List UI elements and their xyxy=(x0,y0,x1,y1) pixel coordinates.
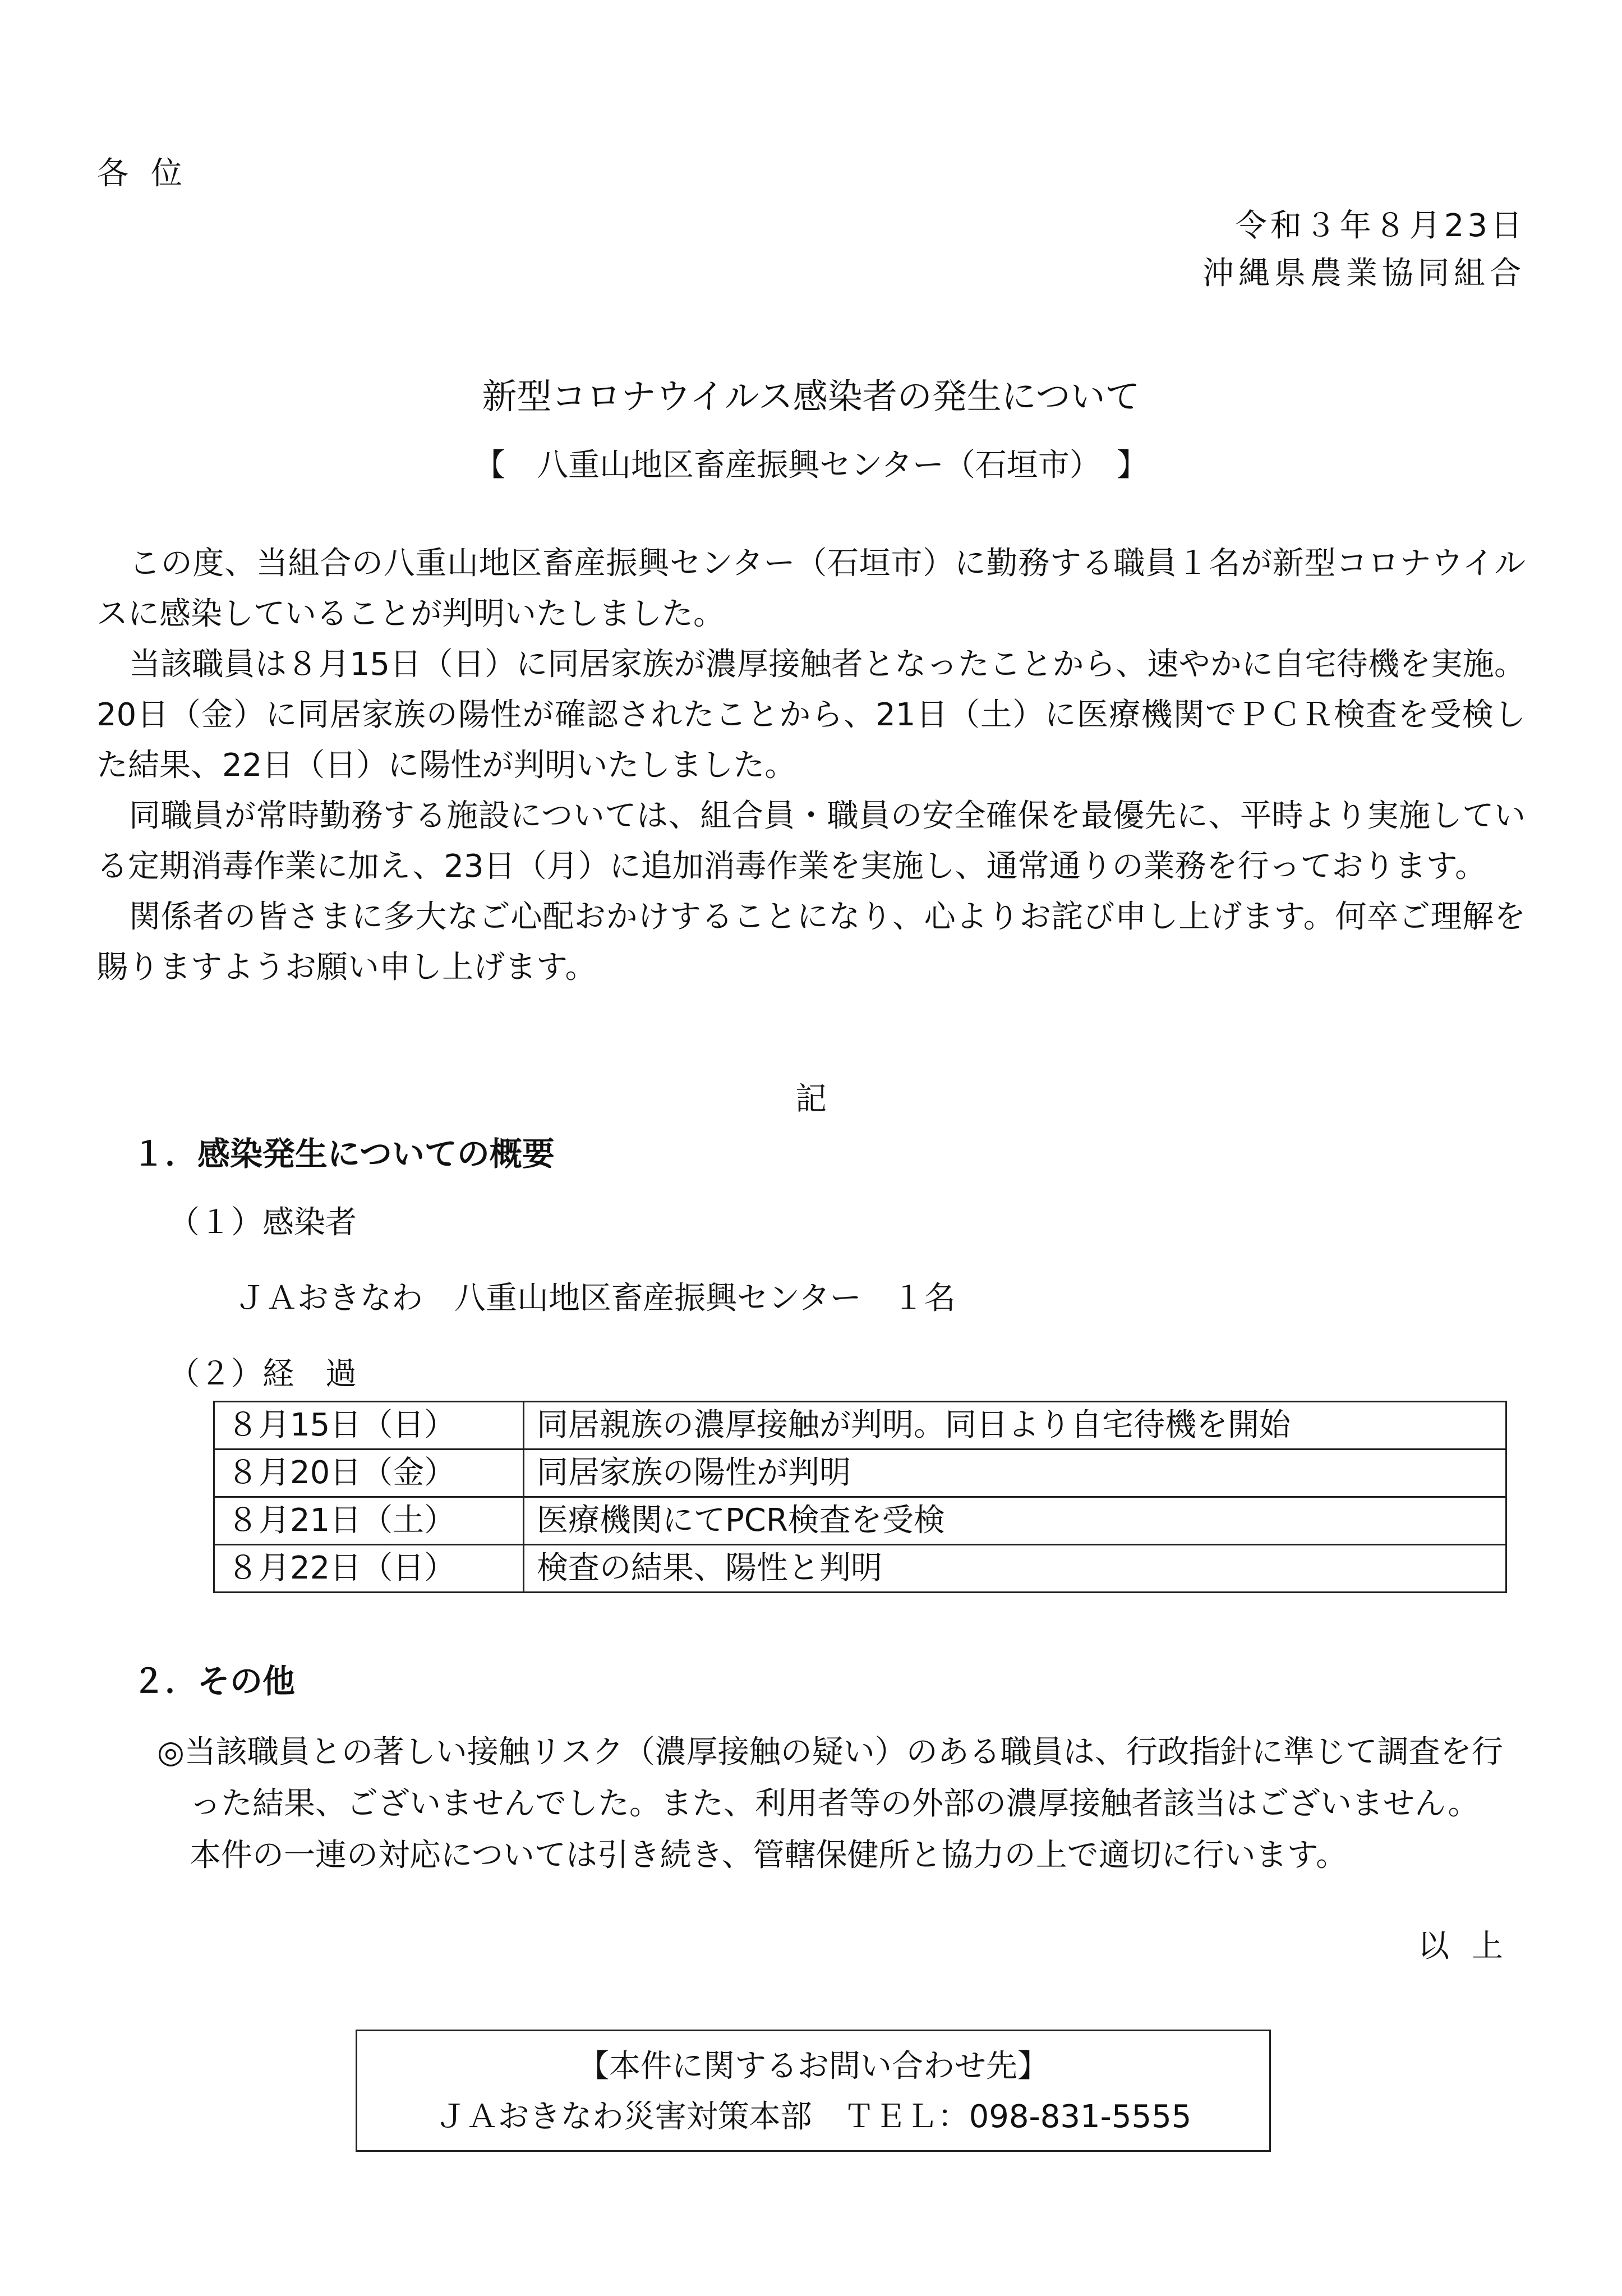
contact-box xyxy=(356,2030,1271,2152)
note-line: ◎当該職員との著しい接触リスク（濃厚接触の疑い）のある職員は、行政指針に準じて調査を行った結果、ございませんでした。また、利用者等の外部の濃厚接触者該当はございません。 xyxy=(157,1734,1503,1822)
other-notes xyxy=(157,1727,1526,1881)
timeline-event: 同居家族の陽性が判明 xyxy=(524,1450,1506,1497)
timeline-date: ８月21日（土） xyxy=(214,1497,524,1545)
addressee: 各位 xyxy=(97,155,205,192)
table-row xyxy=(214,1450,1506,1497)
infected-value: ＪＡおきなわ 八重山地区畜産振興センター １名 xyxy=(234,1280,956,1317)
body-paragraph: 関係者の皆さまに多大なご心配おかけすることになり、心よりお詫び申し上げます。何卒ご理解を賜りますようお願い申し上げます。 xyxy=(96,899,1526,986)
body-text xyxy=(96,539,1526,993)
document-title: 新型コロナウイルス感染者の発生について xyxy=(482,376,1140,417)
note-line: 本件の一連の対応については引き続き、管轄保健所と協力の上で適切に行います。 xyxy=(190,1837,1348,1874)
table-row xyxy=(214,1497,1506,1545)
section2-heading: ２．その他 xyxy=(132,1662,296,1700)
infected-label: （１）感染者 xyxy=(168,1204,357,1241)
timeline-label: （２）経 過 xyxy=(168,1356,357,1392)
table-row xyxy=(214,1402,1506,1450)
timeline-event: 検査の結果、陽性と判明 xyxy=(524,1545,1506,1593)
timeline-table xyxy=(213,1401,1507,1593)
issuer: 沖縄県農業協同組合 xyxy=(1202,255,1526,292)
body-paragraph: 当該職員は８月15日（日）に同居家族が濃厚接触者となったことから、速やかに自宅待機を実施。20日（金）に同居家族の陽性が確認されたことから、21日（土）に医療機関でＰＣＲ検査を受検した結果、22日（日）に陽性が判明いたしました。 xyxy=(96,646,1526,784)
table-row xyxy=(214,1545,1506,1593)
timeline-date: ８月22日（日） xyxy=(214,1545,524,1593)
timeline-event: 同居親族の濃厚接触が判明。同日より自宅待機を開始 xyxy=(524,1402,1506,1450)
document-subtitle: 【 八重山地区畜産振興センター（石垣市） 】 xyxy=(474,447,1148,484)
contact-heading: 【本件に関するお問い合わせ先】 xyxy=(578,2048,1049,2085)
timeline-date: ８月20日（金） xyxy=(214,1450,524,1497)
timeline-event: 医療機関にてPCR検査を受検 xyxy=(524,1497,1506,1545)
body-paragraph: この度、当組合の八重山地区畜産振興センター（石垣市）に勤務する職員１名が新型コロナウイルスに感染していることが判明いたしました。 xyxy=(96,545,1526,632)
ki-marker: 記 xyxy=(795,1081,827,1117)
section1-heading: １．感染発生についての概要 xyxy=(132,1135,555,1173)
timeline-date: ８月15日（日） xyxy=(214,1402,524,1450)
contact-detail: ＪＡおきなわ災害対策本部 ＴＥＬ：098-831-5555 xyxy=(435,2099,1192,2135)
body-paragraph: 同職員が常時勤務する施設については、組合員・職員の安全確保を最優先に、平時より実施している定期消毒作業に加え、23日（月）に追加消毒作業を実施し、通常通りの業務を行っております。 xyxy=(96,798,1526,885)
closing: 以上 xyxy=(1418,1928,1526,1964)
document-date: 令和３年８月23日 xyxy=(1235,208,1526,244)
